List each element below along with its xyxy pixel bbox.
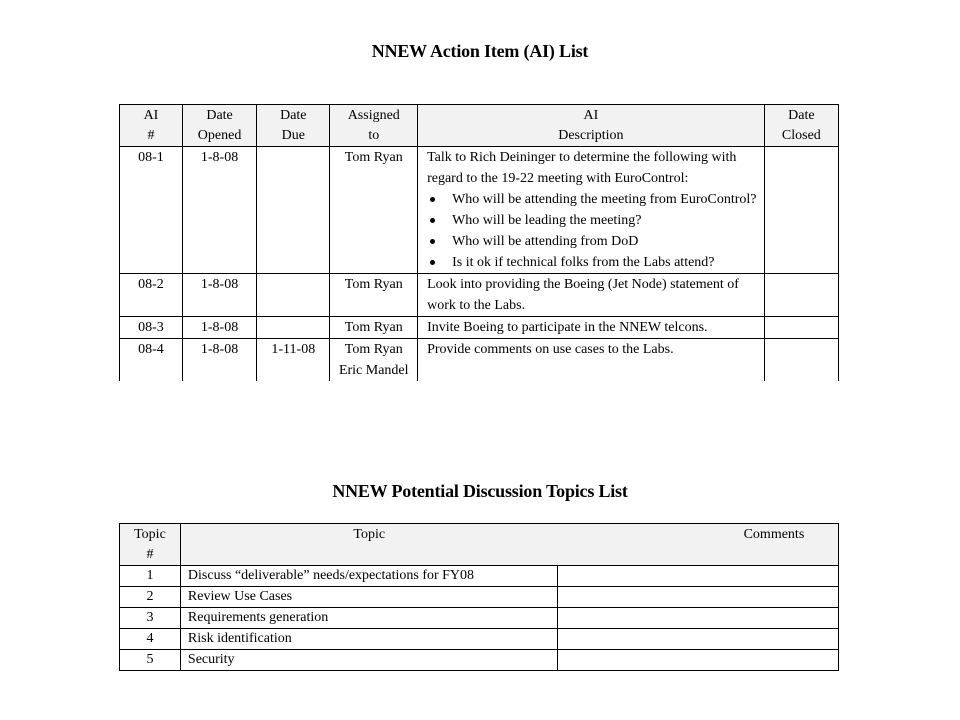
date-closed (764, 147, 838, 274)
action-item-header-row (120, 105, 839, 147)
ai-number: 08-3 (120, 317, 183, 339)
date-due (257, 274, 330, 317)
table-row (120, 147, 839, 274)
bullet-item: Who will be attending from DoD (427, 231, 760, 252)
ai-number: 08-2 (120, 274, 183, 317)
ai-description: Invite Boeing to participate in the NNEW telcons. (418, 317, 765, 339)
date-due (257, 317, 330, 339)
topic-name: Security (180, 650, 557, 671)
header-comments: Comments (558, 524, 839, 566)
bullet-item: Who will be attending the meeting from EuroControl? (427, 189, 760, 210)
assigned-to: Tom Ryan Eric Mandel (330, 339, 418, 382)
header-topic-number: Topic # (120, 524, 181, 566)
topic-comments (558, 566, 839, 587)
date-opened: 1-8-08 (182, 317, 256, 339)
topic-comments (558, 608, 839, 629)
topic-number: 1 (120, 566, 181, 587)
header-date-closed: Date Closed (764, 105, 838, 147)
date-closed (764, 274, 838, 317)
table-row (120, 629, 839, 650)
date-opened: 1-8-08 (182, 274, 256, 317)
topic-comments (558, 629, 839, 650)
action-item-table (119, 104, 839, 381)
table-row (120, 566, 839, 587)
bullet-item: Is it ok if technical folks from the Labs attend? (427, 252, 760, 273)
date-due (257, 147, 330, 274)
ai-number: 08-4 (120, 339, 183, 382)
header-assigned-to: Assigned to (330, 105, 418, 147)
header-description: AI Description (418, 105, 765, 147)
topic-name: Discuss “deliverable” needs/expectations for FY08 (180, 566, 557, 587)
ai-description: Look into providing the Boeing (Jet Node) statement of work to the Labs. (418, 274, 765, 317)
topics-header-row (120, 524, 839, 566)
table-row (120, 587, 839, 608)
topic-number: 5 (120, 650, 181, 671)
assigned-to: Tom Ryan (330, 147, 418, 274)
ai-description (418, 147, 765, 274)
discussion-topics-title: NNEW Potential Discussion Topics List (332, 481, 628, 501)
topic-name: Requirements generation (180, 608, 557, 629)
table-row (120, 608, 839, 629)
ai-number: 08-1 (120, 147, 183, 274)
topic-number: 3 (120, 608, 181, 629)
table-row (120, 339, 839, 382)
bullet-item: Who will be leading the meeting? (427, 210, 760, 231)
date-opened: 1-8-08 (182, 147, 256, 274)
header-topic: Topic (180, 524, 557, 566)
table-row (120, 274, 839, 317)
topic-number: 4 (120, 629, 181, 650)
header-ai-number: AI # (120, 105, 183, 147)
description-bullets (427, 189, 760, 273)
ai-description: Provide comments on use cases to the Labs. (418, 339, 765, 382)
discussion-topics-table (119, 523, 839, 671)
topic-comments (558, 587, 839, 608)
date-opened: 1-8-08 (182, 339, 256, 382)
table-row (120, 650, 839, 671)
header-date-due: Date Due (257, 105, 330, 147)
assigned-to: Tom Ryan (330, 274, 418, 317)
topic-comments (558, 650, 839, 671)
date-closed (764, 339, 838, 382)
topic-name: Review Use Cases (180, 587, 557, 608)
topic-name: Risk identification (180, 629, 557, 650)
table-row (120, 317, 839, 339)
header-date-opened: Date Opened (182, 105, 256, 147)
topic-number: 2 (120, 587, 181, 608)
date-due: 1-11-08 (257, 339, 330, 382)
description-text: Talk to Rich Deininger to determine the following with regard to the 19-22 meeting with EuroControl: (427, 150, 737, 186)
date-closed (764, 317, 838, 339)
action-item-list-title: NNEW Action Item (AI) List (371, 41, 589, 61)
assigned-to: Tom Ryan (330, 317, 418, 339)
